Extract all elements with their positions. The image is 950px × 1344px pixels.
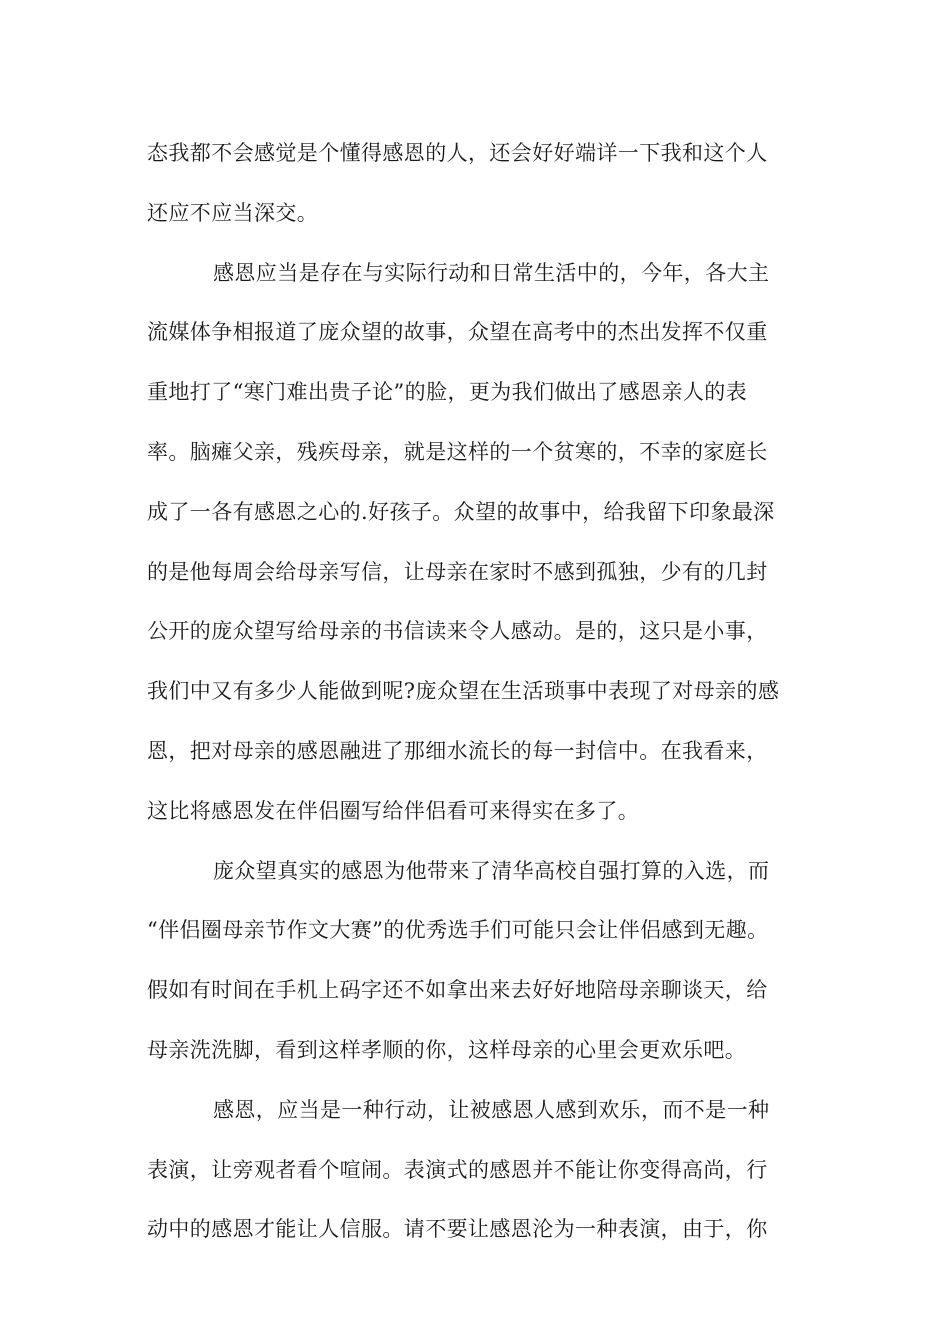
text-line: 我们中又有多少人能做到呢?庞众望在生活琐事中表现了对母亲的感: [147, 679, 780, 704]
text-line: 流媒体争相报道了庞众望的故事，众望在高考中的杰出发挥不仅重: [147, 320, 768, 345]
text-line: “伴侣圈母亲节作文大赛”的优秀选手们可能只会让伴侣感到无趣。: [147, 918, 769, 943]
text-line: 率。脑瘫父亲，残疾母亲，就是这样的一个贫寒的，不幸的家庭长: [147, 439, 768, 464]
text-line: 假如有时间在手机上码字还不如拿出来去好好地陪母亲聊谈天，给: [147, 978, 768, 1003]
text-line: 这比将感恩发在伴侣圈写给伴侣看可来得实在多了。: [147, 798, 640, 823]
text-line: 恩，把对母亲的感恩融进了那细水流长的每一封信中。在我看来，: [147, 738, 768, 763]
text-line: 还应不应当深交。: [147, 200, 319, 225]
text-line: 感恩，应当是一种行动，让被感恩人感到欢乐，而不是一种: [213, 1097, 770, 1122]
document-body: [147, 134, 847, 1270]
text-line: 的是他每周会给母亲写信，让母亲在家时不感到孤独，少有的几封: [147, 559, 768, 584]
text-line: 感恩应当是存在与实际行动和日常生活中的，今年，各大主: [213, 260, 770, 285]
text-line: 态我都不会感觉是个懂得感恩的人，还会好好端详一下我和这个人: [147, 141, 768, 165]
text-line: 动中的感恩才能让人信服。请不要让感恩沦为一种表演，由于，你: [147, 1217, 768, 1242]
text-line: 重地打了“寒门难出贵子论”的脸，更为我们做出了感恩亲人的表: [147, 380, 748, 405]
text-line: 公开的庞众望写给母亲的书信读来令人感动。是的，这只是小事，: [147, 619, 768, 644]
text-line: 庞众望真实的感恩为他带来了清华高校自强打算的入选，而: [213, 858, 770, 883]
text-line: 成了一各有感恩之心的.好孩子。众望的故事中，给我留下印象最深: [147, 499, 775, 524]
text-line: 母亲洗洗脚，看到这样孝顺的你，这样母亲的心里会更欢乐吧。: [147, 1037, 747, 1062]
text-line: 表演，让旁观者看个喧闹。表演式的感恩并不能让你变得高尚，行: [147, 1157, 768, 1182]
